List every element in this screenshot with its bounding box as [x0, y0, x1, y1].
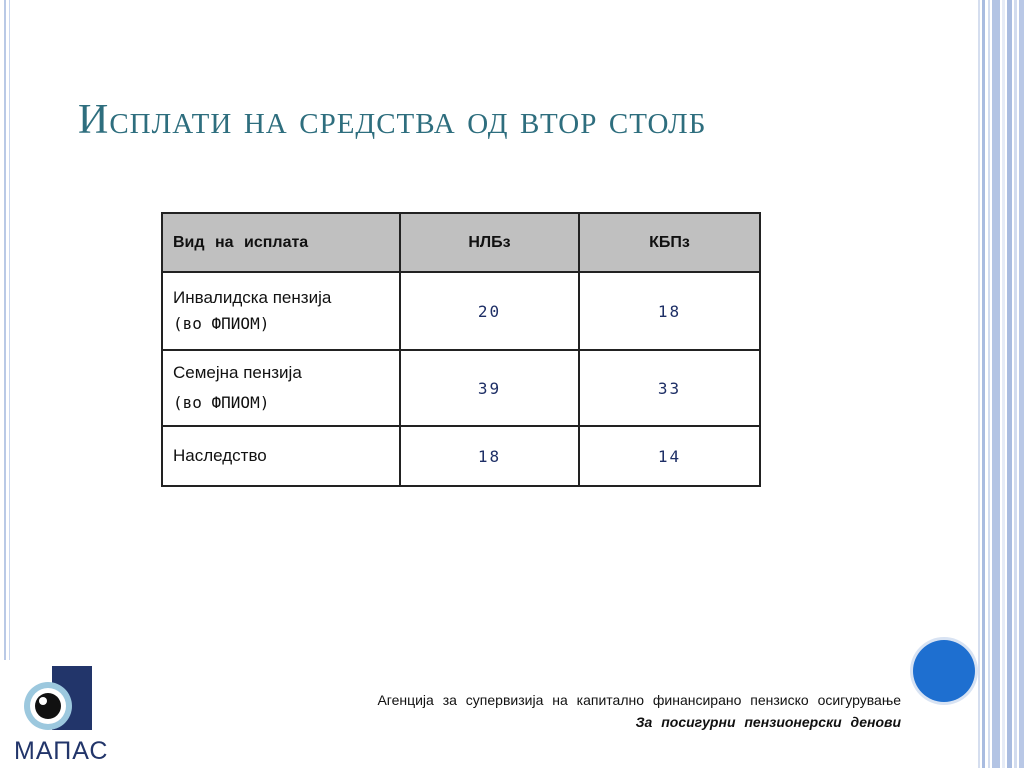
header-kbpz: КБПз [579, 213, 760, 272]
cell-kbpz: 18 [579, 272, 760, 350]
cell-nlbz: 18 [400, 426, 579, 486]
table-row [162, 350, 760, 426]
left-border-line [4, 0, 6, 660]
decorative-circle [913, 640, 975, 702]
footer-agency-name: Агенција за супервизија на капитално финансирано пензиско осигурување [377, 692, 901, 708]
row-label-line2: (во ФПИОМ) [173, 393, 270, 412]
cell-kbpz: 33 [579, 350, 760, 426]
table-header-row [162, 213, 760, 272]
cell-kbpz: 14 [579, 426, 760, 486]
logo-text: МАПАС [14, 737, 109, 765]
right-decorative-stripes [978, 0, 1024, 768]
cell-nlbz: 20 [400, 272, 579, 350]
row-label-line1: Наследство [173, 446, 267, 465]
row-label-line1: Семејна пензија [173, 363, 302, 382]
row-label [162, 350, 400, 426]
cell-nlbz: 39 [400, 350, 579, 426]
table-row [162, 272, 760, 350]
payments-table [161, 212, 761, 487]
row-label-line2: (во ФПИОМ) [173, 314, 270, 333]
header-payment-type: Вид на исплата [162, 213, 400, 272]
table-row [162, 426, 760, 486]
row-label-line1: Инвалидска пензија [173, 288, 332, 307]
footer-slogan: За посигурни пензионерски денови [635, 714, 901, 730]
slide-title: Исплати на средства од втор столб [78, 97, 707, 143]
header-nlbz: НЛБз [400, 213, 579, 272]
left-border-line-thin [9, 0, 10, 660]
row-label [162, 426, 400, 486]
row-label [162, 272, 400, 350]
